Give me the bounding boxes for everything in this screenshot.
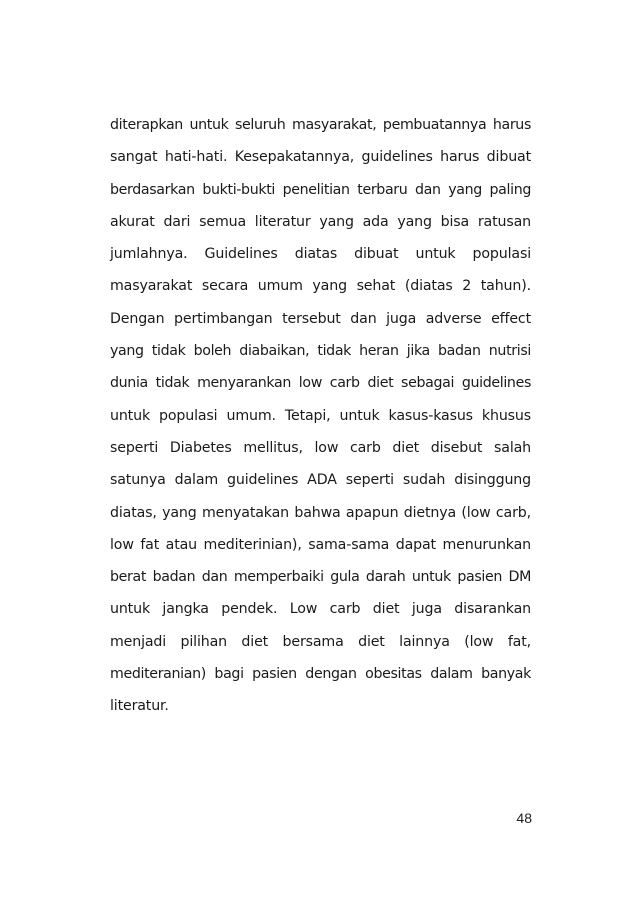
paragraph-line: untuk jangka pendek. Low carb diet juga disarankan (110, 601, 531, 618)
paragraph-line: akurat dari semua literatur yang ada yang bisa ratusan (110, 213, 531, 230)
paragraph-line: Dengan pertimbangan tersebut dan juga adverse effect (110, 310, 531, 327)
paragraph-line: dunia tidak menyarankan low carb diet sebagai guidelines (110, 375, 531, 392)
paragraph-line: masyarakat secara umum yang sehat (diatas 2 tahun). (110, 278, 531, 295)
paragraph-line: literatur. (110, 698, 169, 715)
paragraph-line: yang tidak boleh diabaikan, tidak heran jika badan nutrisi (110, 343, 531, 360)
paragraph-line: menjadi pilihan diet bersama diet lainnya (low fat, (110, 633, 531, 650)
paragraph-line: mediteranian) bagi pasien dengan obesitas dalam banyak (110, 666, 531, 683)
body-paragraph (110, 109, 531, 723)
paragraph-line: satunya dalam guidelines ADA seperti sudah disinggung (110, 472, 531, 489)
paragraph-line: berdasarkan bukti-bukti penelitian terbaru dan yang paling (110, 181, 531, 198)
paragraph-line: seperti Diabetes mellitus, low carb diet disebut salah (110, 439, 531, 456)
paragraph-line: diatas, yang menyatakan bahwa apapun dietnya (low carb, (110, 504, 531, 521)
page-number: 48 (516, 810, 532, 826)
paragraph-line: diterapkan untuk seluruh masyarakat, pembuatannya harus (110, 117, 531, 133)
paragraph-line: sangat hati-hati. Kesepakatannya, guidelines harus dibuat (110, 149, 531, 166)
paragraph-line: untuk populasi umum. Tetapi, untuk kasus-kasus khusus (110, 407, 531, 424)
paragraph-line: low fat atau mediterinian), sama-sama dapat menurunkan (110, 536, 531, 553)
paragraph-line: berat badan dan memperbaiki gula darah untuk pasien DM (110, 569, 531, 586)
paragraph-line: jumlahnya. Guidelines diatas dibuat untuk populasi (110, 246, 531, 263)
